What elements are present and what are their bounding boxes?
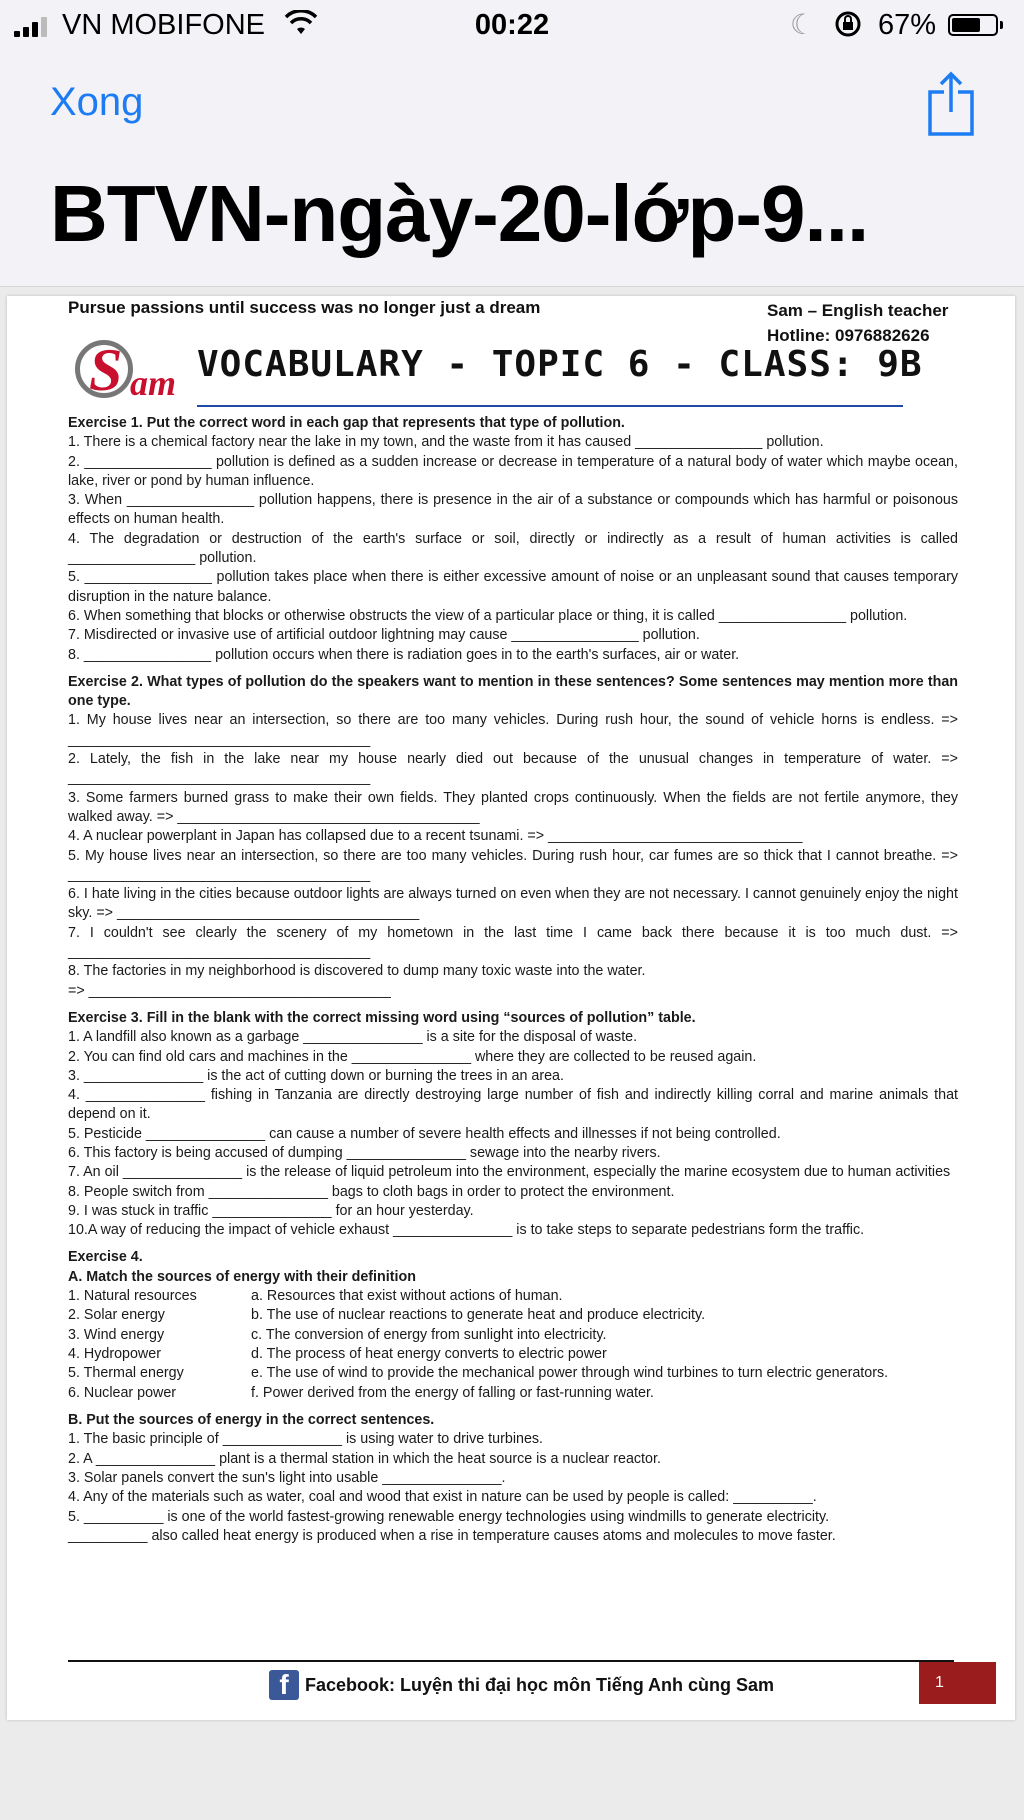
source-item: 5. Thermal energy bbox=[68, 1365, 184, 1382]
source-item: 2. Solar energy bbox=[68, 1307, 165, 1324]
facebook-icon: f bbox=[269, 1670, 299, 1700]
exercise-4a-heading: A. Match the sources of energy with their definition bbox=[68, 1268, 416, 1285]
exercise-4b-item: 1. The basic principle of _______________ is using water to drive turbines. bbox=[68, 1431, 544, 1448]
exercise-3-item: 3. _______________ is the act of cutting down or burning the trees in an area. bbox=[68, 1067, 564, 1084]
exercise-2-item: 3. Some farmers burned grass to make their own fields. They planted crops continuously. When the fields are not fertile anymore, they walked away. => ______________________________________ bbox=[68, 789, 958, 825]
battery-icon bbox=[948, 14, 998, 36]
exercise-2-item: => ______________________________________ bbox=[68, 982, 391, 999]
exercise-1-item: 3. When ________________ pollution happens, there is presence in the air of a substance or compounds which has harmful or poisonous effects on human health. bbox=[68, 492, 958, 528]
exercise-4b-item: 3. Solar panels convert the sun's light into usable _______________. bbox=[68, 1469, 506, 1486]
source-item: 4. Hydropower bbox=[68, 1345, 161, 1362]
definitions-column bbox=[251, 1287, 1011, 1403]
sources-column bbox=[68, 1287, 233, 1403]
exercise-2-item: 1. My house lives near an intersection, so there are too many vehicles. During rush hour, the sound of vehicle horns is endless. => ______________________________________ bbox=[68, 712, 958, 748]
exercise-2-item: 8. The factories in my neighborhood is discovered to dump many toxic waste into the water. bbox=[68, 963, 646, 980]
definition-item: c. The conversion of energy from sunlight into electricity. bbox=[251, 1326, 607, 1343]
exercise-1-item: 7. Misdirected or invasive use of artificial outdoor lightning may cause ________________ pollution. bbox=[68, 627, 700, 644]
exercise-1-item: 4. The degradation or destruction of the earth's surface or soil, directly or indirectly as a result of human activities is called ________________ pollution. bbox=[68, 530, 958, 567]
exercise-4b-item: 2. A _______________ plant is a thermal station in which the heat source is a nuclear reactor. bbox=[68, 1450, 661, 1467]
exercise-4b-heading: B. Put the sources of energy in the correct sentences. bbox=[68, 1412, 435, 1429]
exercise-3-item: 6. This factory is being accused of dumping _______________ sewage into the nearby rivers. bbox=[68, 1144, 661, 1161]
share-icon[interactable] bbox=[926, 70, 976, 138]
teacher-info bbox=[767, 298, 948, 348]
exercise-3-item: 10.A way of reducing the impact of vehicle exhaust _______________ is to take steps to separate pedestrians form the traffic. bbox=[68, 1222, 865, 1239]
footer-divider bbox=[68, 1660, 954, 1662]
exercise-3-item: 7. An oil _______________ is the release of liquid petroleum into the environment, especially the marine ecosystem due to human activities bbox=[68, 1164, 951, 1181]
facebook-text: Facebook: Luyện thi đại học môn Tiếng Anh cùng Sam bbox=[305, 1674, 775, 1695]
exercise-3-item: 1. A landfill also known as a garbage _______________ is a site for the disposal of waste. bbox=[68, 1029, 638, 1046]
definition-item: a. Resources that exist without actions of human. bbox=[251, 1288, 563, 1305]
exercise-3-item: 5. Pesticide _______________ can cause a number of severe health effects and illnesses if not being controlled. bbox=[68, 1125, 781, 1142]
exercise-2-heading: Exercise 2. What types of pollution do the speakers want to mention in these sentences? Some sentences may mention more than one type. bbox=[68, 673, 958, 710]
definition-item: d. The process of heat energy converts to electric power bbox=[251, 1345, 607, 1362]
navigation-bar bbox=[0, 50, 1024, 287]
exercise-3-item: 4. _______________ fishing in Tanzania are directly destroying large number of fish and indirectly killing corral and marine animals that depend on it. bbox=[68, 1087, 958, 1123]
exercise-2-item: 4. A nuclear powerplant in Japan has collapsed due to a recent tsunami. => ________________________________ bbox=[68, 828, 803, 845]
exercise-3-item: 9. I was stuck in traffic _______________ for an hour yesterday. bbox=[68, 1202, 474, 1219]
exercise-1-item: 6. When something that blocks or otherwise obstructs the view of a particular place or thing, it is called ________________ pollution. bbox=[68, 607, 908, 624]
hotline: Hotline: 0976882626 bbox=[767, 326, 930, 345]
teacher-name: Sam – English teacher bbox=[767, 301, 949, 320]
exercise-4-heading: Exercise 4. bbox=[68, 1249, 143, 1266]
source-item: 3. Wind energy bbox=[68, 1326, 165, 1343]
clock: 00:22 bbox=[474, 9, 550, 41]
exercise-1-item: 2. ________________ pollution is defined as a sudden increase or decrease in temperature of a natural body of water which maybe ocean, lake, river or pond by human influence. bbox=[68, 453, 958, 489]
definition-item: e. The use of wind to provide the mechanical power through wind turbines to turn electric generators. bbox=[251, 1365, 889, 1382]
exercise-3-item: 8. People switch from _______________ bags to cloth bags in order to protect the environment. bbox=[68, 1183, 675, 1200]
document-title: BTVN-ngày-20-lớp-9... bbox=[50, 169, 869, 258]
exercise-1-item: 1. There is a chemical factory near the lake in my town, and the waste from it has caused ________________ pollution. bbox=[68, 434, 824, 451]
exercise-2-item: 6. I hate living in the cities because outdoor lights are always turned on even when they are not necessary. I cannot genuinely enjoy the night sky. => ______________________________________ bbox=[68, 886, 958, 922]
battery-fill bbox=[952, 18, 980, 32]
done-button[interactable]: Xong bbox=[50, 80, 144, 124]
slogan: Pursue passions until success was no longer just a dream bbox=[68, 298, 541, 317]
exercise-2-item: 5. My house lives near an intersection, so there are too many vehicles. During rush hour, car fumes are so thick that I cannot breathe. => ______________________________________ bbox=[68, 847, 958, 883]
document-page bbox=[7, 296, 1015, 1720]
rotation-lock-icon bbox=[832, 8, 864, 48]
exercise-1-item: 5. ________________ pollution takes place when there is either excessive amount of noise or an unpleasant sound that causes temporary disruption in the nature balance. bbox=[68, 569, 958, 605]
matching-table bbox=[68, 1287, 958, 1403]
exercise-3-item: 2. You can find old cars and machines in the _______________ where they are collected to be reused again. bbox=[68, 1048, 757, 1065]
exercise-3-heading: Exercise 3. Fill in the blank with the correct missing word using “sources of pollution” table. bbox=[68, 1009, 696, 1026]
status-bar bbox=[0, 0, 1024, 50]
facebook-footer bbox=[269, 1670, 774, 1700]
sam-logo: S am bbox=[75, 336, 165, 406]
worksheet-content bbox=[68, 414, 958, 1546]
source-item: 1. Natural resources bbox=[68, 1288, 197, 1305]
title-underline bbox=[197, 405, 903, 407]
exercise-1-item: 8. ________________ pollution occurs when there is radiation goes in to the earth's surfaces, air or water. bbox=[68, 646, 740, 663]
carrier-name: VN MOBIFONE bbox=[62, 9, 266, 41]
exercise-2-item: 2. Lately, the fish in the lake near my house nearly died out because of the unusual changes in temperature of water. => ______________________________________ bbox=[68, 751, 958, 787]
exercise-1-heading: Exercise 1. Put the correct word in each gap that represents that type of pollution. bbox=[68, 415, 625, 431]
source-item: 6. Nuclear power bbox=[68, 1384, 177, 1401]
definition-item: b. The use of nuclear reactions to generate heat and produce electricity. bbox=[251, 1307, 706, 1324]
exercise-2-item: 7. I couldn't see clearly the scenery of my hometown in the last time I came back there because it is too much dust. => ______________________________________ bbox=[68, 924, 958, 961]
exercise-4b-item: 5. __________ is one of the world fastest-growing renewable energy technologies using windmills to generate electricity. bbox=[68, 1508, 830, 1525]
battery-percent: 67% bbox=[878, 9, 937, 41]
exercise-4b-item: __________ also called heat energy is produced when a rise in temperature causes atoms and molecules to move faster. bbox=[68, 1527, 836, 1544]
vocabulary-title: VOCABULARY - TOPIC 6 - CLASS: 9B bbox=[197, 344, 923, 385]
page-number: 1 bbox=[919, 1662, 996, 1704]
definition-item: f. Power derived from the energy of falling or fast-running water. bbox=[251, 1384, 654, 1401]
moon-icon: ☾ bbox=[790, 9, 816, 40]
exercise-4b-item: 4. Any of the materials such as water, coal and wood that exist in nature can be used by people is called: __________. bbox=[68, 1489, 817, 1506]
